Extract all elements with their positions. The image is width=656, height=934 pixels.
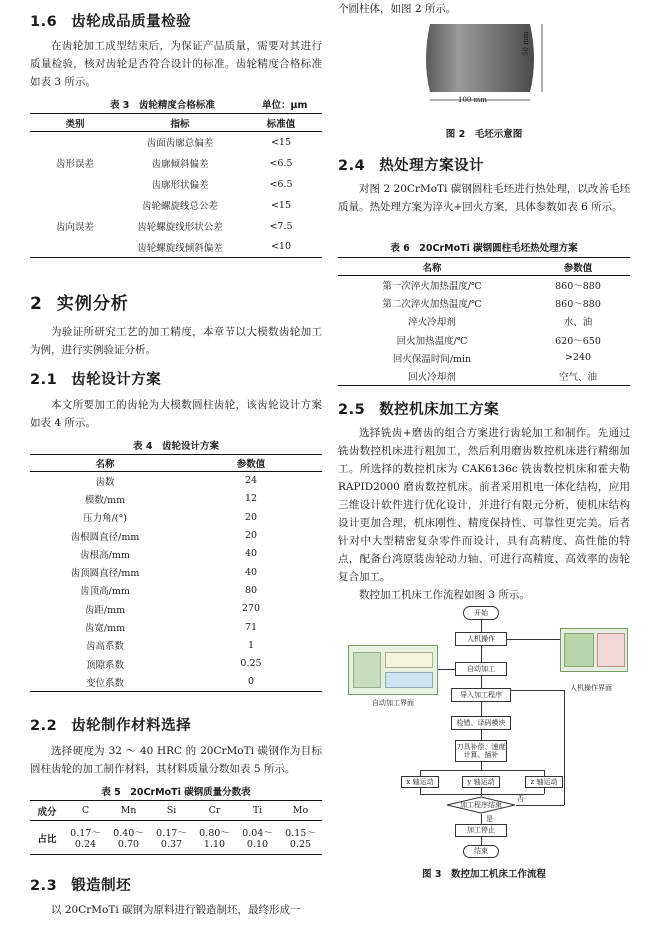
flow-loop-line — [564, 690, 565, 805]
section-2-3-heading — [30, 874, 131, 895]
flow-loop-line — [511, 690, 564, 691]
table-row — [30, 673, 322, 691]
table-cell: 80 — [244, 584, 258, 596]
table-row — [30, 636, 322, 654]
table-5 — [30, 800, 322, 855]
flow-connector — [507, 639, 560, 640]
table-cell: 回火冷却剂 — [408, 371, 456, 383]
flow-branch-line — [420, 770, 544, 771]
table-cell: 齿距/mm — [84, 604, 126, 616]
hmi-screenshot — [560, 628, 628, 672]
section-title: 数控机床加工方案 — [379, 402, 500, 418]
table-row — [30, 490, 322, 508]
table-header-cell: 名称 — [95, 459, 115, 470]
auto-processing-ui-label: 自动加工界面 — [372, 699, 414, 707]
table-header-cell: Cr — [208, 805, 221, 816]
table-cell: 第一次淬火加热温度/℃ — [382, 280, 482, 292]
flow-arrow — [481, 702, 482, 716]
section-2-4-paragraph: 对图 2 20CrMoTi 碳钢圆柱毛坯进行热处理，以改善毛坯质量。热处理方案为淬火+回火方案，具体参数如表 6 所示。 — [338, 183, 630, 213]
table-cell: 40 — [244, 566, 258, 578]
section-2-2-heading — [30, 714, 191, 735]
section-2-1-paragraph: 本文所要加工的齿轮为大模数圆柱齿轮，该齿轮设计方案如表 4 所示。 — [30, 399, 322, 429]
table-cell: 水、油 — [563, 317, 593, 329]
table-cell: <6.5 — [269, 157, 293, 169]
cylinder-body — [426, 24, 534, 92]
table-row — [30, 600, 322, 618]
table-cell: 12 — [244, 493, 258, 505]
section-number: 2 — [30, 294, 43, 314]
table-cell: 齿高系数 — [85, 641, 124, 653]
table-cell: 齿面齿廓总偏差 — [146, 138, 214, 150]
section-2-paragraph: 为验证所研究工艺的加工精度，本章节以大模数齿轮加工为例，进行实例验证分析。 — [30, 326, 322, 356]
flow-compensation: 刀具补偿、速度计算、插补 — [455, 740, 507, 762]
flow-stop: 加工停止 — [455, 824, 507, 837]
flow-arrow — [481, 676, 482, 688]
table-6 — [338, 257, 630, 386]
flow-arrow — [481, 730, 482, 740]
section-2-4-heading — [338, 154, 484, 175]
table-header-cell: C — [81, 805, 90, 816]
table-cell: <15 — [270, 199, 292, 211]
table-cell: 压力角/(°) — [83, 513, 127, 525]
table-6-body — [338, 276, 630, 386]
table-row — [30, 132, 322, 153]
table-header-cell: Ti — [252, 805, 263, 816]
flow-arrow — [481, 788, 482, 796]
table-cell: 齿宽/mm — [84, 623, 126, 635]
table-6-caption: 表 6 20CrMoTi 碳钢圆柱毛坯热处理方案 — [390, 243, 578, 254]
table-header-cell: 成分 — [37, 806, 57, 818]
width-dimension-label: 100 mm — [458, 96, 487, 104]
table-cell: 0.80～ 1.10 — [199, 828, 230, 850]
flow-arrow — [481, 837, 482, 845]
table-cell: 回火加热温度/℃ — [396, 335, 468, 347]
table-cell: <7.5 — [269, 220, 293, 232]
section-title: 实例分析 — [56, 294, 129, 314]
section-2-3-paragraph: 以 20CrMoTi 碳钢为原料进行锻造制坯，最终形成一 — [51, 904, 301, 916]
section-title: 齿轮制作材料选择 — [71, 718, 192, 734]
table-row — [30, 821, 322, 855]
table-cell: 20 — [244, 530, 258, 542]
table-row — [338, 349, 630, 367]
table-cell: 1 — [247, 639, 255, 651]
section-2-2-paragraph: 选择硬度为 32 ～ 40 HRC 的 20CrMoTi 碳钢作为目标圆柱齿轮的加工制作材料，其材料质量分数如表 5 所示。 — [30, 745, 322, 775]
table-row — [30, 508, 322, 526]
flow-start: 开始 — [463, 606, 499, 620]
section-number: 2.1 — [30, 372, 58, 388]
table-cell: 270 — [241, 603, 261, 615]
table-cell: 0.15～ 0.25 — [285, 828, 316, 850]
table-row — [30, 654, 322, 672]
table-3-unit: 单位：μm — [262, 100, 308, 111]
table-3-caption: 表 3 齿轮精度合格标准 — [110, 100, 215, 111]
table-header-row — [30, 114, 322, 132]
flow-check: 检错、译码模块 — [451, 716, 511, 730]
table-row — [338, 330, 630, 348]
table-header-cell: Mn — [120, 805, 137, 816]
section-2-5-paragraph-2: 数控加工机床工作流程如图 3 所示。 — [359, 589, 530, 601]
table-group-label: 齿向误差 — [55, 221, 94, 233]
table-cell: 齿廓倾斜偏差 — [151, 159, 209, 170]
table-cell: 0.40～ 0.70 — [113, 828, 144, 850]
table-row — [30, 526, 322, 544]
flow-connector — [438, 669, 455, 670]
table-row — [30, 195, 322, 216]
flow-arrow — [420, 788, 421, 794]
table-4-caption: 表 4 齿轮设计方案 — [133, 441, 219, 452]
table-cell: 齿顶圆直径/mm — [70, 568, 140, 580]
table-cell: 齿根圆直径/mm — [70, 531, 140, 543]
flow-hmi: 人机操作 — [455, 632, 507, 646]
flow-no-label: 否 — [517, 795, 524, 803]
table-row — [338, 312, 630, 330]
table-cell: 变位系数 — [85, 677, 124, 689]
flow-arrow — [481, 762, 482, 770]
table-cell: 齿轮螺旋线形状公差 — [137, 222, 223, 233]
flow-arrow — [481, 646, 482, 662]
section-2-5-paragraph: 选择铣齿+磨齿的组合方案进行齿轮加工和制作。先通过铣齿数控机床进行粗加工，然后利用磨齿数控机床进行精细加工。所选择的数控机床为 CAK6136c 铣齿数控机床和霍夫勒 RAPID2000 磨齿数控机床。前者采用机电一体化结构，应用三维设计软件进行优化设计，并进行有限元分析，使机床结构设计更加合理，机床刚性、精度保持性、可靠性更完美。后者针对中大型精密复杂零件而设计，具有高精度、高性能的特点，配备台湾原装齿轮动力轴、可进行高精度、高效率的齿轮复合加工。 — [338, 427, 630, 583]
table-row — [338, 276, 630, 294]
table-row — [30, 618, 322, 636]
table-group-label: 齿形误差 — [55, 159, 94, 171]
section-number: 2.5 — [338, 402, 366, 418]
table-cell: 齿廓形状偏差 — [151, 180, 209, 191]
section-2-heading — [30, 289, 129, 314]
table-5-caption: 表 5 20CrMoTi 碳钢质量分数表 — [101, 787, 251, 798]
section-title: 齿轮设计方案 — [71, 372, 162, 388]
table-cell: 齿根高/mm — [80, 549, 130, 561]
table-cell: 20 — [244, 511, 258, 523]
table-row — [30, 581, 322, 599]
section-number: 2.3 — [30, 878, 58, 894]
table-header-cell: 类别 — [65, 118, 85, 130]
table-cell: 齿顶高/mm — [80, 586, 130, 598]
flow-x-axis: x 轴运动 — [401, 776, 439, 788]
flow-yes-label: 是 — [486, 815, 493, 823]
flow-y-axis: y 轴运动 — [462, 776, 500, 788]
table-header-cell: 标准值 — [266, 118, 296, 130]
table-header-cell: 指标 — [170, 118, 190, 130]
figure-2-cylinder — [418, 20, 558, 110]
table-cell: 860～880 — [555, 298, 601, 310]
section-2-5-heading — [338, 398, 499, 419]
table-cell: 顶隙系数 — [85, 659, 124, 671]
table-row — [338, 367, 630, 385]
section-number: 1.6 — [30, 14, 58, 30]
table-cell: 0.04～ 0.10 — [242, 828, 273, 850]
section-2-1-heading — [30, 368, 161, 389]
table-cell: 齿数 — [95, 476, 115, 488]
section-1-6-heading — [30, 10, 191, 31]
table-header-cell: 名称 — [422, 262, 442, 274]
flow-arrow — [481, 814, 482, 824]
section-1-6-paragraph: 在齿轮加工成型结束后，为保证产品质量，需要对其进行质量检验，核对齿轮是否符合设计的标准。齿轮精度合格标准如表 3 所示。 — [30, 40, 322, 88]
section-title: 热处理方案设计 — [379, 158, 485, 174]
flow-arrow — [544, 788, 545, 794]
flow-end: 结束 — [463, 845, 499, 858]
height-dimension-label: 50 mm — [522, 31, 530, 56]
table-cell: <6.5 — [269, 178, 293, 190]
table-cell: 模数/mm — [84, 494, 126, 506]
table-row-label: 占比 — [37, 833, 57, 845]
table-cell: 24 — [244, 475, 258, 487]
table-cell: <10 — [270, 241, 292, 253]
figure-3-caption: 图 3 数控加工机床工作流程 — [422, 869, 546, 880]
table-header-row — [338, 258, 630, 276]
table-cell: 0 — [247, 676, 255, 688]
table-cell: 620～650 — [555, 335, 601, 347]
section-title: 锻造制坯 — [71, 878, 132, 894]
table-cell: 空气、油 — [558, 371, 597, 383]
table-cell: 40 — [244, 548, 258, 560]
figure-2-caption: 图 2 毛坯示意图 — [445, 129, 523, 140]
table-row — [30, 545, 322, 563]
table-cell: 齿轮螺旋线总公差 — [141, 201, 218, 212]
section-number: 2.4 — [338, 158, 366, 174]
hmi-ui-label: 人机操作界面 — [570, 684, 612, 692]
flow-loop-line — [516, 805, 564, 806]
table-cell: 0.17～ 0.24 — [70, 828, 101, 850]
table-header-cell: 参数值 — [236, 459, 266, 470]
flow-z-axis: z 轴运动 — [525, 776, 563, 788]
table-cell: 淬火冷却剂 — [408, 317, 456, 329]
table-3 — [30, 113, 322, 258]
table-header-cell: Si — [166, 805, 177, 816]
table-4-body — [30, 472, 322, 692]
table-cell: 回火保温时间/min — [392, 353, 472, 365]
flow-arrow — [481, 620, 482, 632]
table-cell: <15 — [270, 136, 292, 148]
table-cell: >240 — [564, 352, 592, 364]
flow-merge-line — [420, 794, 544, 795]
table-header-cell: 参数值 — [563, 262, 593, 274]
section-number: 2.2 — [30, 718, 58, 734]
table-header-row — [30, 801, 322, 821]
table-cell: 860～880 — [555, 280, 601, 292]
table-row — [30, 472, 322, 490]
table-header-row — [30, 455, 322, 472]
table-4 — [30, 454, 322, 692]
section-title: 齿轮成品质量检验 — [71, 14, 192, 30]
auto-processing-screenshot — [348, 645, 438, 695]
table-cell: 第二次淬火加热温度/℃ — [382, 298, 482, 310]
table-cell: 71 — [244, 621, 258, 633]
table-cell: 齿轮螺旋线倾斜偏差 — [137, 242, 223, 254]
table-cell: 0.25 — [240, 658, 262, 670]
flow-import: 导入加工程序 — [451, 688, 511, 702]
table-row — [30, 563, 322, 581]
table-row — [338, 294, 630, 312]
table-cell: 0.17～ 0.37 — [156, 828, 187, 850]
flow-decision-label: 加工程序结束 — [460, 801, 502, 809]
continued-line: 个圆柱体，如图 2 所示。 — [338, 3, 457, 15]
flow-auto: 自动加工 — [455, 662, 507, 676]
table-header-cell: Mo — [292, 805, 309, 816]
